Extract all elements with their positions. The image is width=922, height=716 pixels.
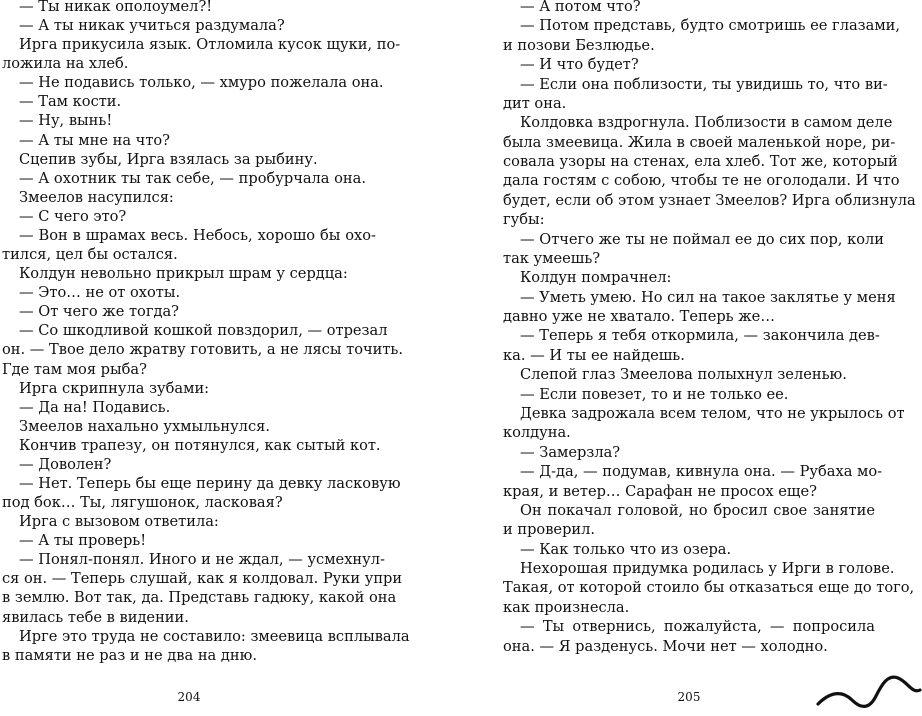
- text-line: — Ну, вынь!: [19, 112, 113, 130]
- text-line: — А потом что?: [520, 0, 641, 15]
- text-line: — Если она поблизости, ты увидишь то, что ви-: [520, 75, 888, 93]
- text-line: — Со шкодливой кошкой повздорил, — отрезал: [19, 322, 388, 340]
- text-line: тился, цел бы остался.: [2, 246, 178, 264]
- text-line: — А охотник ты так себе, — пробурчала она.: [19, 169, 367, 187]
- text-line: — А ты никак учиться раздумала?: [19, 17, 285, 35]
- text-line: — Нет. Теперь бы еще перину да девку ласковую: [19, 475, 401, 492]
- text-line: Такая, от которой стоило бы отказаться еще до того,: [503, 579, 915, 597]
- text-line: — Теперь я тебя откормила, — закончила дев-: [520, 327, 880, 345]
- text-line: Нехорошая придумка родилась у Ирги в голове.: [520, 560, 895, 578]
- text-line: ложила на хлеб.: [2, 55, 129, 73]
- right-page: [503, 0, 916, 716]
- text-line: — Ты отвернись, пожалуйста, — попросила: [520, 618, 875, 636]
- text-line: Колдовка вздрогнула. Поблизости в самом деле: [520, 114, 893, 132]
- text-line: губы:: [503, 211, 545, 229]
- text-line: явилась тебе в видении.: [2, 608, 189, 626]
- text-line: — Да на! Подавись.: [19, 398, 171, 416]
- text-line: — Замерзла?: [520, 443, 621, 461]
- text-line: была змеевица. Жила в своей маленькой норе, ри-: [503, 133, 896, 151]
- text-line: Кончив трапезу, он потянулся, как сытый кот.: [19, 436, 381, 454]
- text-line: под бок… Ты, лягушонок, ласковая?: [2, 494, 283, 512]
- text-line: — Ты никак ополоумел?!: [19, 0, 213, 15]
- text-line: Колдун помрачнел:: [520, 269, 672, 287]
- text-line: Сцепив зубы, Ирга взялась за рыбину.: [19, 150, 318, 168]
- text-line: — Уметь умею. Но сил на такое заклятье у меня: [520, 288, 896, 306]
- text-line: Ирга скрипнула зубами:: [19, 379, 210, 397]
- text-line: края, и ветер… Сарафан не просох еще?: [503, 482, 817, 500]
- left-page: [2, 0, 410, 716]
- text-line: совала узоры на стенах, ела хлеб. Тот же, который: [503, 153, 898, 171]
- text-line: дала гостям с собою, чтобы те не оголодали. И что: [503, 172, 900, 190]
- text-line: ка. — И ты ее найдешь.: [503, 346, 685, 364]
- text-line: Где там моя рыба?: [2, 360, 147, 378]
- text-line: — Как только что из озера.: [520, 540, 732, 558]
- text-line: дит она.: [503, 94, 567, 112]
- text-line: — Д-да, — подумав, кивнула она. — Рубаха мо-: [520, 463, 883, 481]
- text-line: Слепой глаз Змеелова полыхнул зеленью.: [520, 366, 847, 384]
- text-line: будет, если об этом узнает Змеелов? Ирга облизнула: [503, 191, 916, 209]
- text-line: как произнесла.: [503, 598, 630, 616]
- text-line: он. — Твое дело жратву готовить, а не лясы точить.: [2, 341, 404, 359]
- text-line: — Доволен?: [19, 455, 112, 473]
- text-line: колдуна.: [503, 424, 571, 442]
- text-line: — И что будет?: [520, 56, 639, 74]
- text-line: — А ты мне на что?: [19, 131, 171, 149]
- text-line: она. — Я разденусь. Мочи нет — холодно.: [503, 637, 828, 655]
- text-line: Колдун невольно прикрыл шрам у сердца:: [19, 265, 348, 283]
- text-line: Он покачал головой, но бросил свое занятие: [520, 501, 875, 519]
- text-line: Змеелов насупился:: [19, 188, 174, 206]
- text-line: Змеелов нахально ухмыльнулся.: [19, 417, 270, 435]
- text-line: — Если повезет, то и не только ее.: [520, 385, 789, 403]
- text-line: ся он. — Теперь слушай, как я колдовал. Руки упри: [2, 570, 403, 588]
- text-line: — Потом представь, будто смотришь ее глазами,: [520, 17, 901, 35]
- text-line: Ирга прикусила язык. Отломила кусок щуки, по-: [19, 36, 401, 54]
- text-line: в землю. Вот так, да. Представь гадюку, какой она: [2, 589, 397, 607]
- text-line: давно уже не хватало. Теперь же…: [503, 308, 775, 326]
- page-number-left: 204: [177, 690, 201, 704]
- text-line: Ирге это труда не составило: змеевица всплывала: [19, 627, 410, 645]
- text-line: — Вон в шрамах весь. Небось, хорошо бы охо-: [19, 226, 376, 244]
- text-line: — Понял-понял. Иного и не ждал, — усмехнул-: [19, 551, 385, 569]
- text-line: Ирга с вызовом ответила:: [19, 513, 219, 531]
- text-line: в памяти не раз и не два на дню.: [2, 646, 257, 664]
- text-line: — С чего это?: [19, 207, 127, 225]
- text-line: — Отчего же ты не поймал ее до сих пор, коли: [520, 230, 884, 248]
- text-line: — А ты проверь!: [19, 532, 147, 550]
- squiggle-icon: [812, 664, 922, 716]
- text-line: и позови Безлюдье.: [503, 36, 655, 54]
- page-number-right: 205: [677, 690, 701, 704]
- text-line: так умеешь?: [503, 249, 601, 267]
- text-line: Девка задрожала всем телом, что не укрылось от: [520, 404, 905, 422]
- text-line: — От чего же тогда?: [19, 303, 179, 321]
- text-line: — Там кости.: [19, 93, 122, 111]
- text-line: — Не подавись только, — хмуро пожелала она.: [19, 74, 384, 92]
- text-line: и проверил.: [503, 521, 596, 539]
- text-line: — Это… не от охоты.: [19, 284, 181, 302]
